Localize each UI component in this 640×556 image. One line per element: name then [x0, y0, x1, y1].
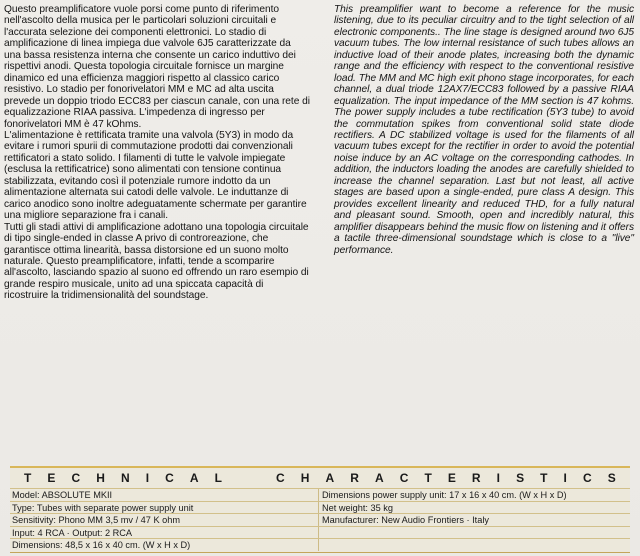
english-text-column: [334, 4, 634, 256]
title-letter: I: [145, 471, 150, 485]
title-letter: H: [96, 471, 105, 485]
title-letter: C: [71, 471, 81, 485]
spec-psu-dimensions: Dimensions power supply unit: 17 x 16 x 40 cm. (W x H x D): [322, 490, 567, 500]
italian-text-column: [4, 4, 310, 302]
spec-sensitivity: Sensitivity: Phono MM 3,5 mv / 47 K ohm: [12, 515, 180, 525]
italian-paragraph: Questo preamplificatore vuole porsi come punto di riferimento nell'ascolto della musica per le particolari soluzioni circuitali e l'accurata selezione dei componenti elettronici. Lo stadio di amplificazione di linea impiega due valvole 6J5 caratterizzate da una bassa resistenza interna che consente un carico induttivo dei rispettivi anodi. Questa topologia circuitale fornisce un margine dinamico ed una efficienza maggiori rispetto al classico carico resistivo. Lo stadio per fonorivelatori MM e MC ad alta uscita prevede un doppio triodo ECC83 per ciascun canale, con una rete di equalizzazione RIAA passiva. L'impedenza di ingresso per fonorivelatori MM è 47 kOhms.: [4, 4, 310, 130]
spec-type: Type: Tubes with separate power supply unit: [12, 502, 194, 513]
specs-title: [10, 470, 630, 486]
specs-row: [10, 526, 630, 539]
title-letter: E: [47, 471, 56, 485]
specs-row: [10, 488, 630, 501]
title-letter: T: [424, 471, 432, 485]
title-letter: T: [24, 471, 32, 485]
title-letter: A: [325, 471, 335, 485]
title-letter: R: [471, 471, 481, 485]
specs-table: [10, 488, 630, 551]
title-letter: I: [496, 471, 500, 485]
italian-paragraph: L'alimentazione è rettificata tramite una valvola (5Y3) in modo da evitare i rumori spurii di commutazione prodotti dai convenzionali rettificatori a stato solido. I filamenti di tutte le valvole impiegate (esclusa la rettificatrice) sono alimentati con tensione continua stabilizzata, evitando così il potenziale rumore indotto da un alimentazione alternata sui catodi delle valvole. Le induttanze di carico anodico sono inoltre adeguatamente schermate per garantire una migliore separazione fra i canali.: [4, 129, 307, 222]
specs-row: [10, 501, 630, 514]
specs-row: [10, 538, 630, 551]
title-letter: C: [582, 471, 592, 485]
technical-characteristics-box: [10, 466, 630, 553]
title-letter: R: [350, 471, 359, 485]
title-letter: A: [374, 471, 384, 485]
title-letter: C: [165, 471, 174, 485]
spec-model: Model: ABSOLUTE MKII: [12, 490, 113, 500]
title-letter: C: [399, 471, 409, 485]
title-letter: N: [120, 471, 130, 485]
spec-weight: Net weight: 35 kg: [322, 502, 393, 513]
title-letter: S: [607, 471, 616, 485]
title-letter: L: [214, 471, 222, 485]
english-paragraph: This preamplifier want to become a reference for the music listening, due to its peculiar circuitry and to the tight selection of all electronic components.. The line stage is designed around two 6J5 vacuum tubes. The low internal resistance of such tubes allows an inductive load of their anode plates, increasing both the dynamic range and the efficiency with respect to the conventional resistive load. The MM and MC high exit phono stage incorporates, for each channel, a dual triode 12AX7/ECC83 followed by a passive RIAA equalization. The input impedance of the MM section is 47 kohms. The power supply includes a tube rectification (5Y3 tube) to avoid the commutation spikes from conventional solid state diode rectifiers. A DC stabilized voltage is used for the filaments of all vacuum tubes except for the rectifier in order to avoid the potential noise induce by an AC voltage on the corresponding cathodes. In addition, the inductors loading the anodes are carefully shielded to increase the channel separation. Last but not least, all active stages are based upon a single-ended, pure class A design. This provides excellent linearity and reduced THD, for a fully natural and pleasant sound. Smooth, open and incredibly natural, this amplifier disappears behind the music flow on listening and it offers a tactile three-dimensional soundstage which is close to a "live" performance.: [334, 4, 634, 256]
title-word-gap: [238, 470, 260, 486]
title-letter: H: [300, 471, 310, 485]
specs-row: [10, 513, 630, 526]
spec-dimensions: Dimensions: 48,5 x 16 x 40 cm. (W x H x D): [12, 540, 191, 550]
title-letter: S: [516, 471, 525, 485]
title-letter: T: [540, 471, 548, 485]
title-letter: I: [563, 471, 567, 485]
title-letter: C: [276, 471, 285, 485]
title-letter: A: [189, 471, 199, 485]
title-letter: E: [447, 471, 456, 485]
italian-paragraph: Tutti gli stadi attivi di amplificazione adottano una topologia circuitale di tipo single-ended in classe A privo di controreazione, che garantisce ottima linearità, bassa distorsione ed un suono molto naturale. Questo preamplificatore, infatti, tende a scomparire all'ascolto, lasciando spazio al suono ed offrendo un raro esempio di grande respiro musicale, unito ad una spiccata capacità di ricostruire la tridimensionalità del soundstage.: [4, 221, 309, 302]
spec-manufacturer: Manufacturer: New Audio Frontiers · Italy: [322, 515, 489, 525]
spec-io: Input: 4 RCA · Output: 2 RCA: [12, 527, 133, 538]
